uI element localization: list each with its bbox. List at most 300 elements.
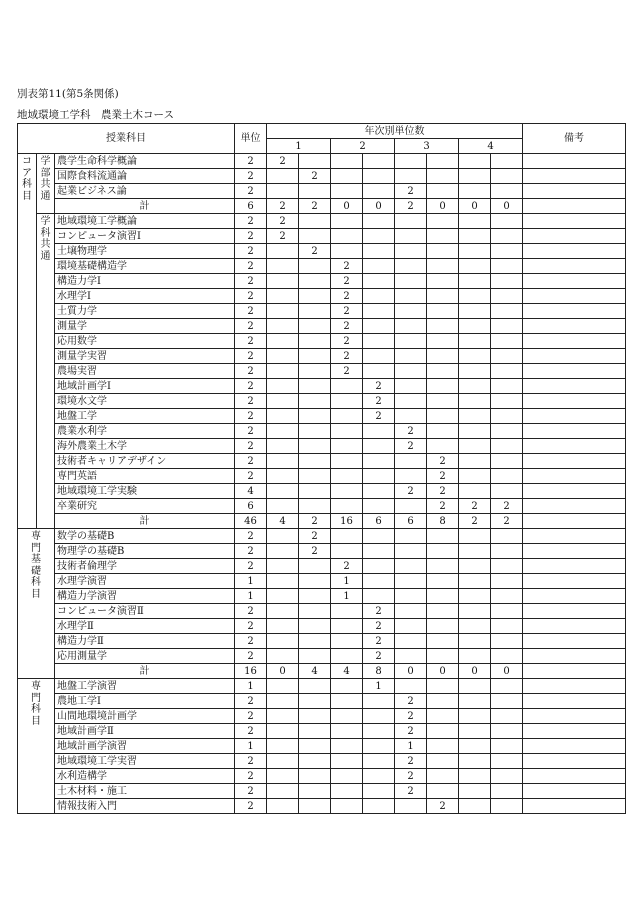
year-value-cell bbox=[459, 304, 491, 319]
year-value-cell bbox=[459, 424, 491, 439]
year-value-cell: 2 bbox=[395, 724, 427, 739]
year-value-cell: 2 bbox=[395, 754, 427, 769]
table-row bbox=[18, 154, 626, 169]
year-value-cell bbox=[395, 544, 427, 559]
year-value-cell bbox=[427, 604, 459, 619]
table-row bbox=[18, 754, 626, 769]
table-row bbox=[18, 649, 626, 664]
year-value-cell bbox=[331, 469, 363, 484]
year-value-cell: 2 bbox=[363, 604, 395, 619]
year-value-cell: 2 bbox=[427, 469, 459, 484]
table-row bbox=[18, 274, 626, 289]
year-value-cell bbox=[427, 739, 459, 754]
year-value-cell bbox=[331, 244, 363, 259]
subject-name: 起業ビジネス論 bbox=[55, 184, 235, 199]
subject-name: 農場実習 bbox=[55, 364, 235, 379]
year-value-cell bbox=[427, 529, 459, 544]
subject-name: 土木材料・施工 bbox=[55, 784, 235, 799]
remarks-cell bbox=[523, 214, 626, 229]
subject-name: 技術者キャリアデザイン bbox=[55, 454, 235, 469]
remarks-cell bbox=[523, 364, 626, 379]
year-value-cell bbox=[459, 574, 491, 589]
total-credits-cell: 16 bbox=[235, 664, 267, 679]
table-row bbox=[18, 784, 626, 799]
header-subject: 授業科目 bbox=[18, 124, 235, 154]
year-value-cell bbox=[459, 529, 491, 544]
year-value-cell bbox=[331, 709, 363, 724]
remarks-cell bbox=[523, 304, 626, 319]
year-value-cell bbox=[459, 679, 491, 694]
credits-cell: 2 bbox=[235, 754, 267, 769]
year-value-cell: 2 bbox=[459, 514, 491, 529]
remarks-cell bbox=[523, 619, 626, 634]
table-body bbox=[18, 154, 626, 814]
subject-name: コンピュータ演習Ⅱ bbox=[55, 604, 235, 619]
remarks-cell bbox=[523, 754, 626, 769]
year-value-cell bbox=[459, 754, 491, 769]
year-value-cell: 2 bbox=[267, 199, 299, 214]
year-value-cell: 2 bbox=[299, 169, 331, 184]
credits-cell: 2 bbox=[235, 559, 267, 574]
year-value-cell bbox=[395, 649, 427, 664]
year-value-cell bbox=[363, 544, 395, 559]
year-value-cell bbox=[491, 724, 523, 739]
year-value-cell bbox=[395, 799, 427, 814]
year-value-cell bbox=[299, 439, 331, 454]
group-label: 専 門 基 礎 科 目 bbox=[18, 529, 55, 679]
year-value-cell bbox=[331, 649, 363, 664]
year-value-cell: 0 bbox=[427, 664, 459, 679]
year-value-cell bbox=[331, 694, 363, 709]
subgroup-label: 学 部 共 通 bbox=[37, 154, 55, 214]
subject-name: 地域計画学演習 bbox=[55, 739, 235, 754]
year-value-cell bbox=[459, 319, 491, 334]
year-value-cell bbox=[299, 589, 331, 604]
year-value-cell bbox=[267, 739, 299, 754]
remarks-cell bbox=[523, 184, 626, 199]
year-value-cell bbox=[491, 229, 523, 244]
year-value-cell bbox=[459, 289, 491, 304]
subject-name: コンピュータ演習Ⅰ bbox=[55, 229, 235, 244]
year-value-cell bbox=[491, 559, 523, 574]
total-row bbox=[18, 514, 626, 529]
year-value-cell bbox=[299, 784, 331, 799]
year-value-cell bbox=[299, 694, 331, 709]
year-value-cell: 0 bbox=[395, 664, 427, 679]
year-value-cell bbox=[459, 769, 491, 784]
year-value-cell bbox=[331, 634, 363, 649]
remarks-cell bbox=[523, 649, 626, 664]
subject-name: 環境基礎構造学 bbox=[55, 259, 235, 274]
year-value-cell bbox=[491, 529, 523, 544]
year-value-cell bbox=[427, 784, 459, 799]
year-value-cell bbox=[491, 244, 523, 259]
year-value-cell bbox=[363, 289, 395, 304]
year-value-cell: 8 bbox=[427, 514, 459, 529]
year-value-cell bbox=[331, 754, 363, 769]
year-value-cell bbox=[299, 454, 331, 469]
remarks-cell bbox=[523, 424, 626, 439]
remarks-cell bbox=[523, 259, 626, 274]
year-value-cell bbox=[395, 409, 427, 424]
year-value-cell bbox=[459, 229, 491, 244]
year-value-cell bbox=[299, 154, 331, 169]
year-value-cell: 2 bbox=[427, 484, 459, 499]
year-value-cell: 0 bbox=[363, 199, 395, 214]
year-value-cell bbox=[299, 274, 331, 289]
remarks-cell bbox=[523, 274, 626, 289]
total-row bbox=[18, 664, 626, 679]
year-value-cell: 2 bbox=[395, 199, 427, 214]
header-year-1: 1 bbox=[267, 139, 331, 154]
year-value-cell: 2 bbox=[395, 784, 427, 799]
year-value-cell: 2 bbox=[395, 709, 427, 724]
year-value-cell bbox=[395, 604, 427, 619]
table-row bbox=[18, 799, 626, 814]
year-value-cell bbox=[363, 574, 395, 589]
table-row bbox=[18, 169, 626, 184]
year-value-cell: 2 bbox=[267, 154, 299, 169]
subject-name: 地域環境工学概論 bbox=[55, 214, 235, 229]
header-year-4: 4 bbox=[459, 139, 523, 154]
year-value-cell bbox=[363, 334, 395, 349]
year-value-cell bbox=[491, 679, 523, 694]
year-value-cell bbox=[491, 694, 523, 709]
year-value-cell bbox=[491, 304, 523, 319]
subject-name: 土質力学 bbox=[55, 304, 235, 319]
year-value-cell: 2 bbox=[331, 289, 363, 304]
year-value-cell bbox=[459, 619, 491, 634]
year-value-cell bbox=[459, 349, 491, 364]
year-value-cell: 2 bbox=[331, 559, 363, 574]
year-value-cell: 2 bbox=[267, 214, 299, 229]
year-value-cell bbox=[267, 799, 299, 814]
year-value-cell bbox=[427, 214, 459, 229]
subject-name: 水利造構学 bbox=[55, 769, 235, 784]
year-value-cell bbox=[363, 739, 395, 754]
year-value-cell bbox=[491, 274, 523, 289]
year-value-cell bbox=[363, 724, 395, 739]
remarks-cell bbox=[523, 529, 626, 544]
year-value-cell bbox=[395, 364, 427, 379]
year-value-cell: 2 bbox=[331, 259, 363, 274]
subject-name: 構造力学Ⅱ bbox=[55, 634, 235, 649]
subject-name: 地域環境工学実習 bbox=[55, 754, 235, 769]
year-value-cell bbox=[331, 184, 363, 199]
year-value-cell bbox=[267, 334, 299, 349]
year-value-cell bbox=[363, 694, 395, 709]
table-row bbox=[18, 559, 626, 574]
year-value-cell bbox=[395, 244, 427, 259]
credits-cell: 2 bbox=[235, 724, 267, 739]
year-value-cell bbox=[363, 184, 395, 199]
year-value-cell bbox=[363, 784, 395, 799]
year-value-cell bbox=[331, 679, 363, 694]
remarks-cell bbox=[523, 769, 626, 784]
year-value-cell bbox=[491, 349, 523, 364]
year-value-cell bbox=[363, 349, 395, 364]
year-value-cell bbox=[491, 439, 523, 454]
year-value-cell bbox=[267, 364, 299, 379]
year-value-cell bbox=[427, 184, 459, 199]
year-value-cell bbox=[267, 619, 299, 634]
year-value-cell bbox=[267, 259, 299, 274]
year-value-cell bbox=[331, 769, 363, 784]
table-row bbox=[18, 619, 626, 634]
credits-cell: 2 bbox=[235, 544, 267, 559]
subject-name: 測量学 bbox=[55, 319, 235, 334]
year-value-cell bbox=[267, 544, 299, 559]
year-value-cell bbox=[459, 154, 491, 169]
year-value-cell bbox=[363, 454, 395, 469]
year-value-cell: 2 bbox=[299, 244, 331, 259]
year-value-cell bbox=[267, 529, 299, 544]
year-value-cell: 2 bbox=[363, 379, 395, 394]
subject-name: 土壌物理学 bbox=[55, 244, 235, 259]
year-value-cell bbox=[395, 559, 427, 574]
year-value-cell: 2 bbox=[427, 499, 459, 514]
year-value-cell bbox=[267, 424, 299, 439]
year-value-cell bbox=[427, 259, 459, 274]
table-row bbox=[18, 604, 626, 619]
year-value-cell bbox=[459, 364, 491, 379]
year-value-cell bbox=[491, 649, 523, 664]
total-credits-cell: 46 bbox=[235, 514, 267, 529]
year-value-cell bbox=[331, 544, 363, 559]
table-row bbox=[18, 364, 626, 379]
year-value-cell bbox=[299, 484, 331, 499]
year-value-cell bbox=[459, 379, 491, 394]
credits-cell: 2 bbox=[235, 619, 267, 634]
credits-cell: 6 bbox=[235, 499, 267, 514]
credits-cell: 2 bbox=[235, 394, 267, 409]
subject-name: 測量学実習 bbox=[55, 349, 235, 364]
table-row bbox=[18, 469, 626, 484]
subject-name: 数学の基礎B bbox=[55, 529, 235, 544]
year-value-cell bbox=[459, 184, 491, 199]
year-value-cell bbox=[427, 349, 459, 364]
remarks-cell bbox=[523, 739, 626, 754]
year-value-cell bbox=[491, 754, 523, 769]
year-value-cell bbox=[459, 169, 491, 184]
year-value-cell bbox=[491, 544, 523, 559]
table-row bbox=[18, 769, 626, 784]
year-value-cell bbox=[299, 724, 331, 739]
year-value-cell bbox=[267, 289, 299, 304]
year-value-cell bbox=[363, 319, 395, 334]
table-row bbox=[18, 379, 626, 394]
year-value-cell bbox=[459, 439, 491, 454]
year-value-cell bbox=[459, 469, 491, 484]
year-value-cell: 0 bbox=[427, 199, 459, 214]
year-value-cell: 6 bbox=[363, 514, 395, 529]
table-row bbox=[18, 409, 626, 424]
year-value-cell: 2 bbox=[363, 394, 395, 409]
credits-cell: 2 bbox=[235, 379, 267, 394]
table-row bbox=[18, 214, 626, 229]
year-value-cell bbox=[459, 589, 491, 604]
remarks-cell bbox=[523, 379, 626, 394]
year-value-cell bbox=[491, 409, 523, 424]
credits-cell: 1 bbox=[235, 574, 267, 589]
subject-name: 構造力学Ⅰ bbox=[55, 274, 235, 289]
table-row bbox=[18, 529, 626, 544]
year-value-cell bbox=[427, 424, 459, 439]
remarks-cell bbox=[523, 559, 626, 574]
year-value-cell bbox=[363, 499, 395, 514]
year-value-cell bbox=[427, 274, 459, 289]
table-row bbox=[18, 634, 626, 649]
year-value-cell bbox=[331, 424, 363, 439]
year-value-cell bbox=[459, 484, 491, 499]
year-value-cell bbox=[363, 559, 395, 574]
table-row bbox=[18, 499, 626, 514]
remarks-cell bbox=[523, 544, 626, 559]
year-value-cell bbox=[299, 634, 331, 649]
year-value-cell: 1 bbox=[395, 739, 427, 754]
year-value-cell bbox=[267, 274, 299, 289]
year-value-cell bbox=[331, 409, 363, 424]
year-value-cell bbox=[491, 484, 523, 499]
year-value-cell bbox=[363, 244, 395, 259]
credits-cell: 2 bbox=[235, 424, 267, 439]
table-row bbox=[18, 229, 626, 244]
year-value-cell bbox=[331, 529, 363, 544]
year-value-cell: 2 bbox=[427, 454, 459, 469]
year-value-cell bbox=[299, 394, 331, 409]
remarks-cell bbox=[523, 709, 626, 724]
year-value-cell bbox=[267, 379, 299, 394]
year-value-cell bbox=[491, 604, 523, 619]
year-value-cell bbox=[331, 499, 363, 514]
credits-cell: 2 bbox=[235, 469, 267, 484]
year-value-cell bbox=[395, 319, 427, 334]
subject-name: 国際食料流通論 bbox=[55, 169, 235, 184]
year-value-cell: 0 bbox=[331, 199, 363, 214]
year-value-cell bbox=[459, 604, 491, 619]
year-value-cell: 2 bbox=[331, 304, 363, 319]
table-row bbox=[18, 484, 626, 499]
year-value-cell bbox=[395, 169, 427, 184]
year-value-cell bbox=[427, 724, 459, 739]
subject-name: 技術者倫理学 bbox=[55, 559, 235, 574]
subject-name: 応用測量学 bbox=[55, 649, 235, 664]
total-label: 計 bbox=[55, 664, 235, 679]
year-value-cell bbox=[363, 469, 395, 484]
header-credits: 単位 bbox=[235, 124, 267, 154]
year-value-cell bbox=[267, 499, 299, 514]
table-row bbox=[18, 724, 626, 739]
subject-name: 水理学Ⅱ bbox=[55, 619, 235, 634]
year-value-cell: 1 bbox=[363, 679, 395, 694]
year-value-cell bbox=[331, 394, 363, 409]
header-yearly: 年次別単位数 bbox=[267, 124, 523, 139]
year-value-cell: 2 bbox=[299, 529, 331, 544]
year-value-cell bbox=[459, 709, 491, 724]
year-value-cell bbox=[331, 604, 363, 619]
header-remarks: 備考 bbox=[523, 124, 626, 154]
subject-name: 水理学演習 bbox=[55, 574, 235, 589]
year-value-cell bbox=[363, 769, 395, 784]
year-value-cell bbox=[267, 169, 299, 184]
year-value-cell bbox=[299, 574, 331, 589]
year-value-cell bbox=[459, 739, 491, 754]
year-value-cell bbox=[363, 214, 395, 229]
year-value-cell: 2 bbox=[459, 499, 491, 514]
year-value-cell bbox=[363, 304, 395, 319]
year-value-cell bbox=[267, 754, 299, 769]
remarks-cell bbox=[523, 679, 626, 694]
subject-name: 卒業研究 bbox=[55, 499, 235, 514]
remarks-cell bbox=[523, 589, 626, 604]
credits-cell: 2 bbox=[235, 364, 267, 379]
year-value-cell bbox=[491, 259, 523, 274]
year-value-cell bbox=[299, 214, 331, 229]
year-value-cell bbox=[459, 244, 491, 259]
year-value-cell bbox=[363, 439, 395, 454]
subject-name: 海外農業土木学 bbox=[55, 439, 235, 454]
remarks-cell bbox=[523, 334, 626, 349]
table-row bbox=[18, 709, 626, 724]
header-year-3: 3 bbox=[395, 139, 459, 154]
year-value-cell: 2 bbox=[331, 274, 363, 289]
group-label: コ ア 科 目 bbox=[18, 154, 37, 529]
year-value-cell bbox=[427, 559, 459, 574]
table-row bbox=[18, 544, 626, 559]
credits-cell: 2 bbox=[235, 784, 267, 799]
table-row bbox=[18, 454, 626, 469]
credits-cell: 2 bbox=[235, 184, 267, 199]
year-value-cell bbox=[299, 604, 331, 619]
year-value-cell bbox=[267, 439, 299, 454]
year-value-cell bbox=[427, 379, 459, 394]
year-value-cell bbox=[267, 724, 299, 739]
credits-cell: 2 bbox=[235, 229, 267, 244]
year-value-cell: 2 bbox=[491, 499, 523, 514]
year-value-cell bbox=[267, 454, 299, 469]
year-value-cell bbox=[395, 679, 427, 694]
year-value-cell bbox=[427, 334, 459, 349]
year-value-cell bbox=[395, 499, 427, 514]
year-value-cell bbox=[395, 289, 427, 304]
year-value-cell bbox=[427, 169, 459, 184]
credits-cell: 2 bbox=[235, 289, 267, 304]
year-value-cell bbox=[267, 304, 299, 319]
year-value-cell bbox=[491, 169, 523, 184]
year-value-cell bbox=[459, 214, 491, 229]
year-value-cell bbox=[491, 619, 523, 634]
remarks-cell bbox=[523, 694, 626, 709]
table-row bbox=[18, 694, 626, 709]
year-value-cell bbox=[459, 454, 491, 469]
year-value-cell bbox=[427, 244, 459, 259]
year-value-cell bbox=[299, 559, 331, 574]
year-value-cell: 2 bbox=[395, 694, 427, 709]
table-row bbox=[18, 589, 626, 604]
year-value-cell bbox=[491, 424, 523, 439]
year-value-cell bbox=[427, 229, 459, 244]
year-value-cell bbox=[331, 739, 363, 754]
remarks-cell bbox=[523, 409, 626, 424]
year-value-cell bbox=[427, 619, 459, 634]
year-value-cell bbox=[299, 739, 331, 754]
year-value-cell bbox=[427, 634, 459, 649]
remarks-cell bbox=[523, 499, 626, 514]
year-value-cell bbox=[491, 574, 523, 589]
year-value-cell bbox=[491, 154, 523, 169]
year-value-cell bbox=[299, 259, 331, 274]
year-value-cell bbox=[299, 334, 331, 349]
